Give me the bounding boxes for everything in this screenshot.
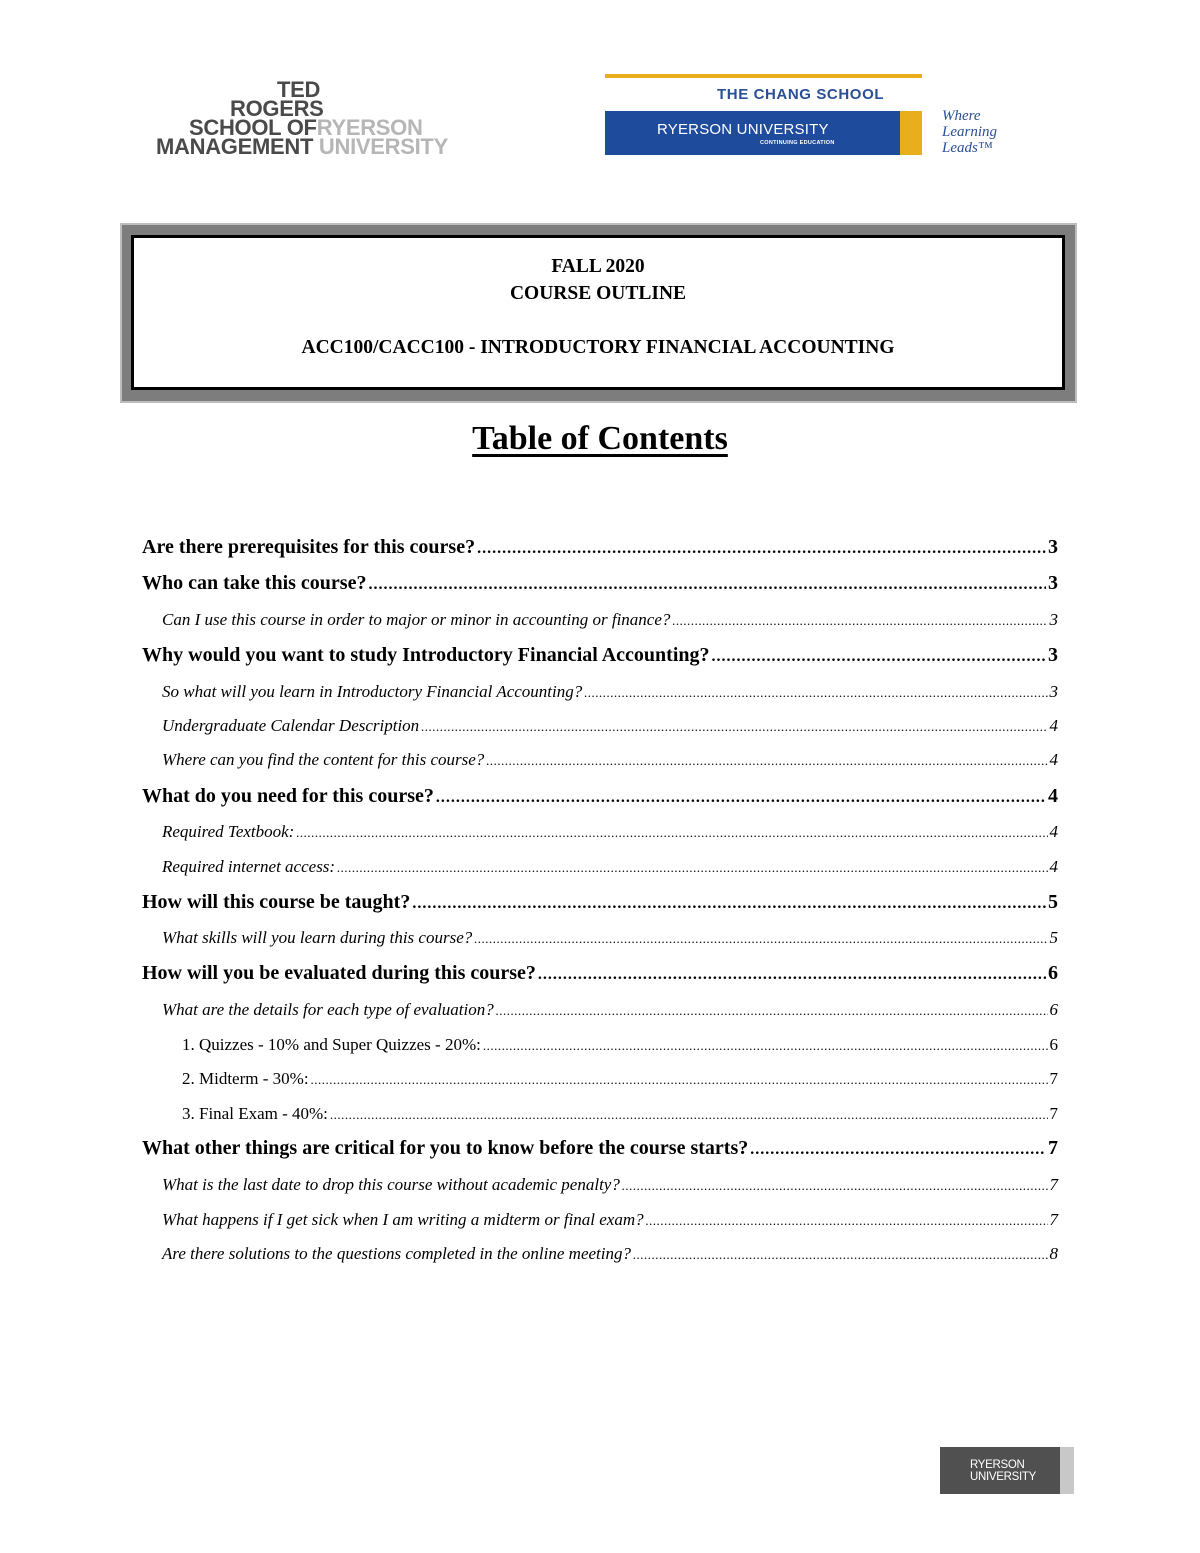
toc-leader — [337, 856, 1047, 880]
toc-entry-label: 3. Final Exam - 40%: — [182, 1104, 328, 1123]
toc-leader — [474, 927, 1047, 951]
ryerson-footer-logo — [940, 1447, 1074, 1494]
toc-leader — [672, 609, 1047, 633]
toc-entry-page: 3 — [1048, 644, 1058, 666]
toc-leader — [622, 1174, 1048, 1198]
toc-leader — [436, 786, 1046, 810]
toc-entry[interactable] — [162, 1173, 1058, 1198]
toc-entry-label: What do you need for this course? — [142, 785, 434, 807]
toc-entry-page: 6 — [1048, 962, 1058, 984]
chang-school-title: THE CHANG SCHOOL — [717, 86, 885, 103]
toc-entry-page: 4 — [1048, 785, 1058, 807]
toc-entry[interactable] — [162, 608, 1058, 633]
toc-entry-label: What skills will you learn during this course? — [162, 928, 473, 947]
tagline-where: Where — [942, 108, 981, 124]
toc-entry-page: 3 — [1048, 536, 1058, 558]
toc-entry-label: Can I use this course in order to major or minor in accounting or finance? — [162, 610, 671, 629]
toc-leader — [412, 892, 1046, 916]
toc-entry[interactable] — [182, 1033, 1058, 1058]
toc-entry[interactable] — [142, 1136, 1058, 1162]
toc-entry-label: How will you be evaluated during this course? — [142, 962, 536, 984]
toc-leader — [496, 999, 1048, 1023]
tagline-learning: Learning — [942, 124, 998, 140]
chang-university-name: RYERSON UNIVERSITY — [657, 121, 829, 138]
toc-entry-page: 4 — [1049, 822, 1058, 841]
toc-entry-label: Are there prerequisites for this course? — [142, 536, 476, 558]
toc-entry-page: 6 — [1049, 1000, 1058, 1019]
logo-line-ted: TED — [277, 77, 321, 102]
toc-entry-label: How will this course be taught? — [142, 891, 411, 913]
toc-leader — [486, 749, 1047, 773]
toc-leader — [750, 1138, 1046, 1162]
toc-entry[interactable] — [142, 571, 1058, 597]
course-outline-heading: COURSE OUTLINE — [509, 283, 687, 304]
footer-logo-text — [970, 1459, 1036, 1483]
toc-leader — [311, 1068, 1048, 1092]
footer-logo-light-block — [1060, 1447, 1074, 1494]
toc-entry-page: 7 — [1049, 1104, 1058, 1123]
logo-text-management: MANAGEMENT — [156, 134, 314, 159]
toc-entry-label: Who can take this course? — [142, 572, 367, 594]
toc-entry-label: Undergraduate Calendar Description — [162, 716, 420, 735]
toc-entry-page: 8 — [1049, 1244, 1058, 1263]
toc-entry-label: What other things are critical for you to know before the course starts? — [142, 1137, 749, 1159]
toc-entry-label: 1. Quizzes - 10% and Super Quizzes - 20%: — [182, 1035, 481, 1054]
toc-leader — [477, 537, 1046, 561]
toc-entry-page: 3 — [1048, 572, 1058, 594]
term-heading: FALL 2020 — [551, 256, 645, 277]
toc-leader — [421, 715, 1047, 739]
toc-entry[interactable] — [142, 961, 1058, 987]
toc-leader — [633, 1243, 1048, 1267]
toc-entry[interactable] — [182, 1102, 1058, 1127]
toc-entry-page: 3 — [1049, 610, 1058, 629]
toc-entry-label: What is the last date to drop this course without academic penalty? — [162, 1175, 620, 1194]
toc-entry-label: What are the details for each type of evaluation? — [162, 1000, 494, 1019]
toc-entry-page: 4 — [1049, 750, 1058, 769]
toc-entry[interactable] — [182, 1067, 1058, 1092]
toc-leader — [330, 1103, 1048, 1127]
toc-entry-page: 4 — [1049, 716, 1058, 735]
chang-continuing-education: CONTINUING EDUCATION — [760, 140, 835, 146]
toc-entry[interactable] — [162, 998, 1058, 1023]
toc-heading: Table of Contents — [472, 420, 728, 457]
course-title: ACC100/CACC100 - INTRODUCTORY FINANCIAL ACCOUNTING — [301, 337, 895, 358]
toc-entry-label: Required Textbook: — [162, 822, 295, 841]
tagline-leads: Leads™ — [942, 140, 993, 156]
toc-entry-label: What happens if I get sick when I am writing a midterm or final exam? — [162, 1210, 644, 1229]
toc-entry[interactable] — [162, 1208, 1058, 1233]
toc-entry-page: 7 — [1049, 1210, 1058, 1229]
toc-leader — [538, 963, 1046, 987]
logo-text-university: UNIVERSITY — [318, 134, 448, 159]
toc-leader — [296, 821, 1047, 845]
toc-entry[interactable] — [162, 680, 1058, 705]
footer-logo-line2: UNIVERSITY — [970, 1471, 1037, 1483]
toc-entry-page: 5 — [1049, 928, 1058, 947]
logo-text-ryerson: RYERSON — [316, 115, 423, 140]
toc-entry[interactable] — [162, 855, 1058, 880]
footer-logo-dark-block — [940, 1447, 1060, 1494]
toc-entry-label: So what will you learn in Introductory Financial Accounting? — [162, 682, 583, 701]
toc-leader — [483, 1034, 1048, 1058]
toc-entry[interactable] — [162, 714, 1058, 739]
logo-line-rogers: ROGERS — [230, 96, 324, 121]
toc-entry[interactable] — [162, 1242, 1058, 1267]
toc-entry-page: 7 — [1049, 1069, 1058, 1088]
toc-leader — [368, 573, 1046, 597]
toc-entry-page: 7 — [1049, 1175, 1058, 1194]
toc-entry-label: Why would you want to study Introductory Financial Accounting? — [142, 644, 710, 666]
toc-entry-label: 2. Midterm - 30%: — [182, 1069, 309, 1088]
toc-entry-label: Required internet access: — [162, 857, 336, 876]
toc-entry-page: 4 — [1049, 857, 1058, 876]
footer-logo-line1: RYERSON — [970, 1459, 1025, 1471]
toc-entry[interactable] — [162, 748, 1058, 773]
toc-entry[interactable] — [142, 535, 1058, 561]
toc-entry[interactable] — [162, 820, 1058, 845]
logo-text-school-of: SCHOOL OF — [189, 115, 317, 140]
toc-entry-page: 3 — [1049, 682, 1058, 701]
toc-entry-page: 5 — [1048, 891, 1058, 913]
toc-entry-page: 6 — [1049, 1035, 1058, 1054]
toc-leader — [712, 645, 1047, 669]
toc-entry-label: Are there solutions to the questions completed in the online meeting? — [162, 1244, 631, 1263]
toc-leader — [584, 681, 1047, 705]
toc-entry[interactable] — [162, 926, 1058, 951]
toc-entry-label: Where can you find the content for this course? — [162, 750, 485, 769]
toc-entry[interactable] — [142, 890, 1058, 916]
toc-leader — [646, 1209, 1048, 1233]
toc-entry[interactable] — [142, 643, 1058, 669]
toc-entry[interactable] — [142, 784, 1058, 810]
toc-entry-page: 7 — [1048, 1137, 1058, 1159]
